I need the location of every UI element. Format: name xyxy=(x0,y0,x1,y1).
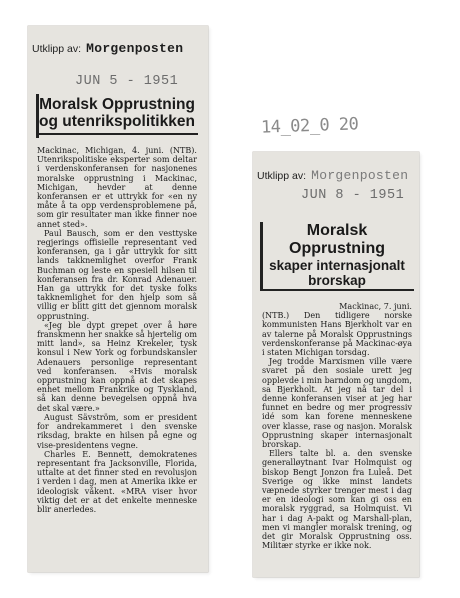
article-paragraph: (NTB.) Den tidligere norske kommunisten Hans Bjerkholt var en av talerne på Moralsk Opprustnings verdenskonferanse på Mackinac-øya i staten Michigan torsdag. xyxy=(262,311,412,358)
article-paragraph: Ellers talte bl. a. den svenske generalløytnant Ivar Holmquist og biskop Bengt Jonzon fra Luleå. Det Sverige og ikke minst landets væpnede styrker trenger mest i dag er en ideologi som kan gi oss en moralsk ryggrad, sa Holmquist. Vi har i dag A-pakt og Marshall-plan, men vi mangler moralsk trening, og det gir Moralsk Opprustning oss. Militær styrke er ikke nok. xyxy=(262,449,412,551)
headline-line-2: og utenrikspolitikken xyxy=(39,113,195,131)
article-paragraph: Paul Bausch, som er den vesttyske regjerings offisielle representant ved konferansen, ga i går uttrykk for sitt lands takknemlighet overfor Frank Buchman og leste en spesiell hilsen til konferansen fra dr. Konrad Adenauer. Han ga uttrykk for det tyske folks takknemlighet for den hjelp som så villig er blitt gitt det gjennom moralsk opprustning. xyxy=(37,228,197,321)
headline-line-1: Moralsk Opprustning xyxy=(289,222,385,257)
article-paragraph: «Jeg ble dypt grepet over å høre franskmenn her snakke så hjertelig om mitt land», sa Heinz Krekeler, tysk konsul i New York og forbundskansler Adenauers personlige representant ved konferansen. «Hvis moralsk opprustning kan oppnå at det skapes enhet mellom Frankrike og Tyskland, så kan denne bevegelsen oppnå hva det skal være.» xyxy=(37,320,197,413)
headline-line-1: Moralsk Opprustning xyxy=(39,96,195,113)
article-paragraph: Jeg trodde Marxismen ville være svaret på den sosiale urett jeg opplevde i min barndom og ungdom, sa Bjerkholt. At jeg nå tar del i denne konferansen viser at jeg har funnet en bedre og mer progressiv idé som kan forene menneskene over klasse, rase og nasjon. Moralsk Opprustning skaper internasjonalt brorskap. xyxy=(262,357,412,450)
date-stamp: JUN 8 - 1951 xyxy=(301,188,405,203)
clipping-masthead xyxy=(257,164,408,183)
article-paragraph: Charles E. Bennett, demokratenes representant fra Jacksonville, Florida, uttalte at det finner sted en revolusjon i verden i dag, men at Amerika ikke er ideologisk våkent. «MRA viser hvor viktig det er at det enkelte menneske blir anerledes. xyxy=(37,449,197,514)
headline xyxy=(36,96,198,131)
headline-line-3: brorskap xyxy=(308,272,366,288)
newspaper-clipping-2 xyxy=(253,152,419,577)
article-body xyxy=(37,146,197,514)
clipping-label: Utklipp av: xyxy=(32,43,82,55)
headline-line-2: skaper internasjonalt xyxy=(269,257,405,273)
article-dateline: Mackinac, 7. juni. xyxy=(339,302,412,311)
clipping-masthead xyxy=(32,37,183,56)
article-body xyxy=(262,302,412,550)
newspaper-clipping-1 xyxy=(28,26,208,572)
clipping-label: Utklipp av: xyxy=(257,170,307,182)
date-stamp: JUN 5 - 1951 xyxy=(75,74,179,89)
newspaper-name: Morgenposten xyxy=(311,168,409,183)
newspaper-name: Morgenposten xyxy=(86,41,184,56)
article-paragraph: August Sävström, som er president for andrekammeret i den svenske riksdag, brakte en hilsen på egne og vise-presidentens vegne. xyxy=(37,412,197,450)
article-paragraph: Mackinac, Michigan, 4. juni. (NTB). Utenrikspolitiske eksperter som deltar i verdenskonferansen for nasjonenes moralske opprustning i Mackinac, Michigan, hevder at denne konferansen er et uttrykk for «en ny måte å ta opp verdensproblemene på, som gir resultater man ikke finner noe annet sted». xyxy=(37,146,197,229)
headline xyxy=(260,222,414,288)
handwritten-date: 14_02_0 20 xyxy=(260,114,359,138)
